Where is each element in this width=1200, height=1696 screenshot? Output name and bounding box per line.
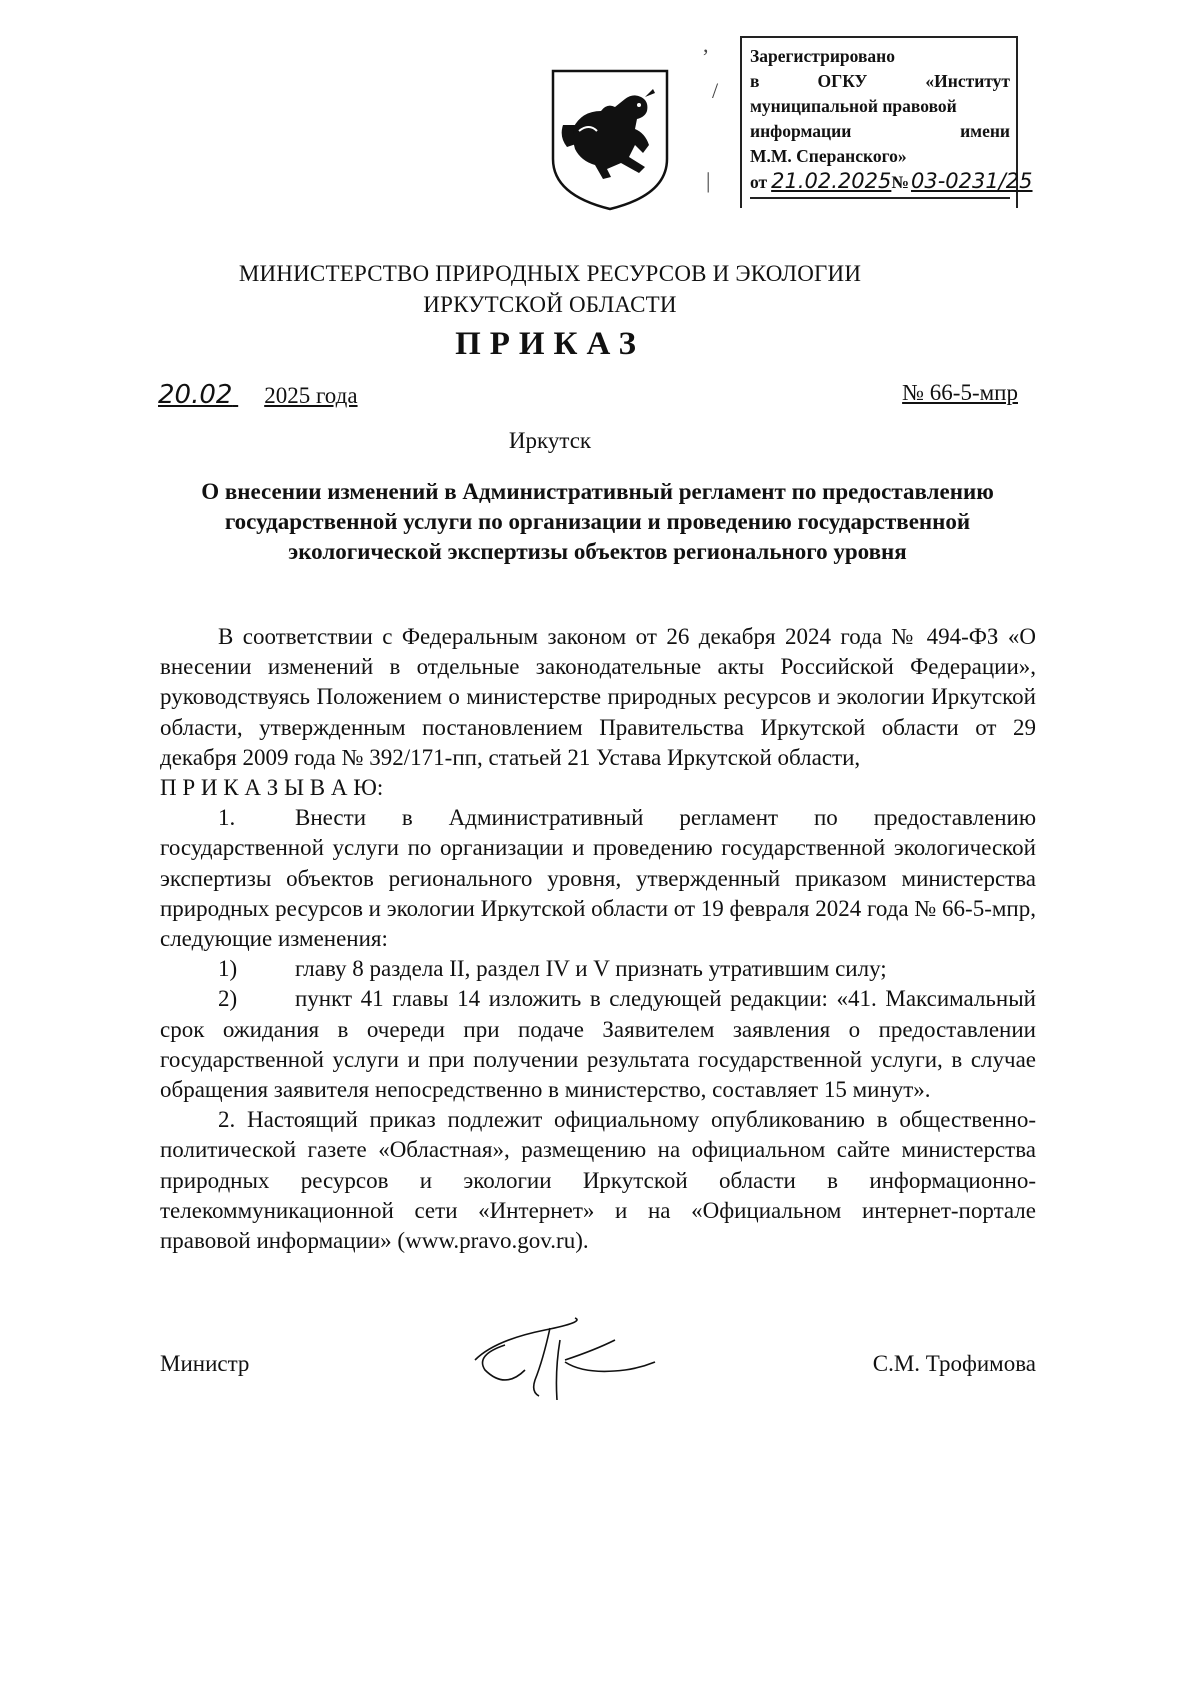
signatory-position: Министр [160, 1351, 250, 1376]
stamp-number-handwritten: 03-0231/25 [910, 169, 1033, 193]
handwritten-signature [465, 1300, 665, 1410]
stamp-line: М.М. Сперанского» [750, 146, 907, 166]
stamp-word: ОГКУ [817, 71, 868, 91]
stamp-number-prefix: № [891, 172, 909, 192]
document-city: Иркутск [508, 428, 592, 453]
document-subject: О внесении изменений в Административный регламент по предоставлению государственной услуги по организации и проведению государственной экологической экспертизы объектов регионального уровня [201, 479, 994, 564]
stamp-word: в [750, 71, 760, 91]
stamp-word: «Институт [925, 71, 1010, 91]
handwritten-date: 20.02 [158, 380, 233, 410]
item1-paragraph: Внести в Административный регламент по предоставлению государственной услуги по организации и проведению государственной экологической экспертизы объектов регионального уровня, утвержденный приказом министерства природных ресурсов и экологии Иркутской области от 19 февраля 2024 года № 66-5-мпр, следующие изменения: [160, 805, 1036, 952]
stamp-date-prefix: от [750, 172, 768, 192]
item-number: 1. [218, 805, 236, 831]
list-item [160, 954, 1036, 984]
document-number: № 66-5-мпр [902, 380, 1018, 405]
document-type-title: ПРИКАЗ [455, 326, 645, 362]
item-text: главу 8 раздела II, раздел IV и V признать утратившим силу; [295, 956, 887, 982]
stamp-word: информации [750, 121, 852, 141]
pen-mark: / [712, 78, 719, 103]
ministry-heading [0, 258, 1100, 320]
item2-paragraph: 2. Настоящий приказ подлежит официальному опубликованию в общественно-политической газете «Областная», размещению на официальном сайте министерства природных ресурсов и экологии Иркутской области в информационно-телекоммуникационной сети «Интернет» и на «Официальном интернет-портале правовой информации» (www.pravo.gov.ru). [160, 1107, 1036, 1254]
sub2-paragraph: пункт 41 главы 14 изложить в следующей редакции: «41. Максимальный срок ожидания в очереди при подаче Заявителем заявления о предоставлении государственной услуги и при получении результата государственной услуги, в случае обращения заявителя непосредственно в министерство, составляет 15 минут». [160, 986, 1036, 1103]
pen-mark: , [703, 32, 709, 57]
coat-of-arms-emblem [549, 67, 671, 212]
ministry-line: ИРКУТСКОЙ ОБЛАСТИ [423, 292, 677, 317]
item-number: 2) [218, 986, 238, 1012]
item-number: 1) [218, 956, 238, 982]
pen-mark: | [706, 168, 711, 193]
document-year: 2025 года [264, 383, 358, 408]
signatory-name: С.М. Трофимова [872, 1351, 1036, 1376]
preamble-paragraph: В соответствии с Федеральным законом от 26 декабря 2024 года № 494-ФЗ «О внесении изменений в отдельные законодательные акты Российской Федерации», руководствуясь Положением о министерстве природных ресурсов и экологии Иркутской области, утвержденным постановлением Правительства Иркутской области от 29 декабря 2009 года № 392/171-пп, статьей 21 Устава Иркутской области, [160, 624, 1036, 770]
stamp-word: имени [960, 121, 1010, 141]
registration-stamp [740, 36, 1033, 208]
order-word: П Р И К А З Ы В А Ю: [160, 775, 384, 801]
document-date [158, 380, 358, 410]
stamp-line: муниципальной правовой [750, 96, 957, 116]
document-body [160, 622, 1036, 1256]
ministry-line: МИНИСТЕРСТВО ПРИРОДНЫХ РЕСУРСОВ И ЭКОЛОГИИ [238, 261, 862, 286]
stamp-line: Зарегистрировано [750, 46, 895, 66]
stamp-date-handwritten: 21.02.2025 [771, 169, 892, 193]
